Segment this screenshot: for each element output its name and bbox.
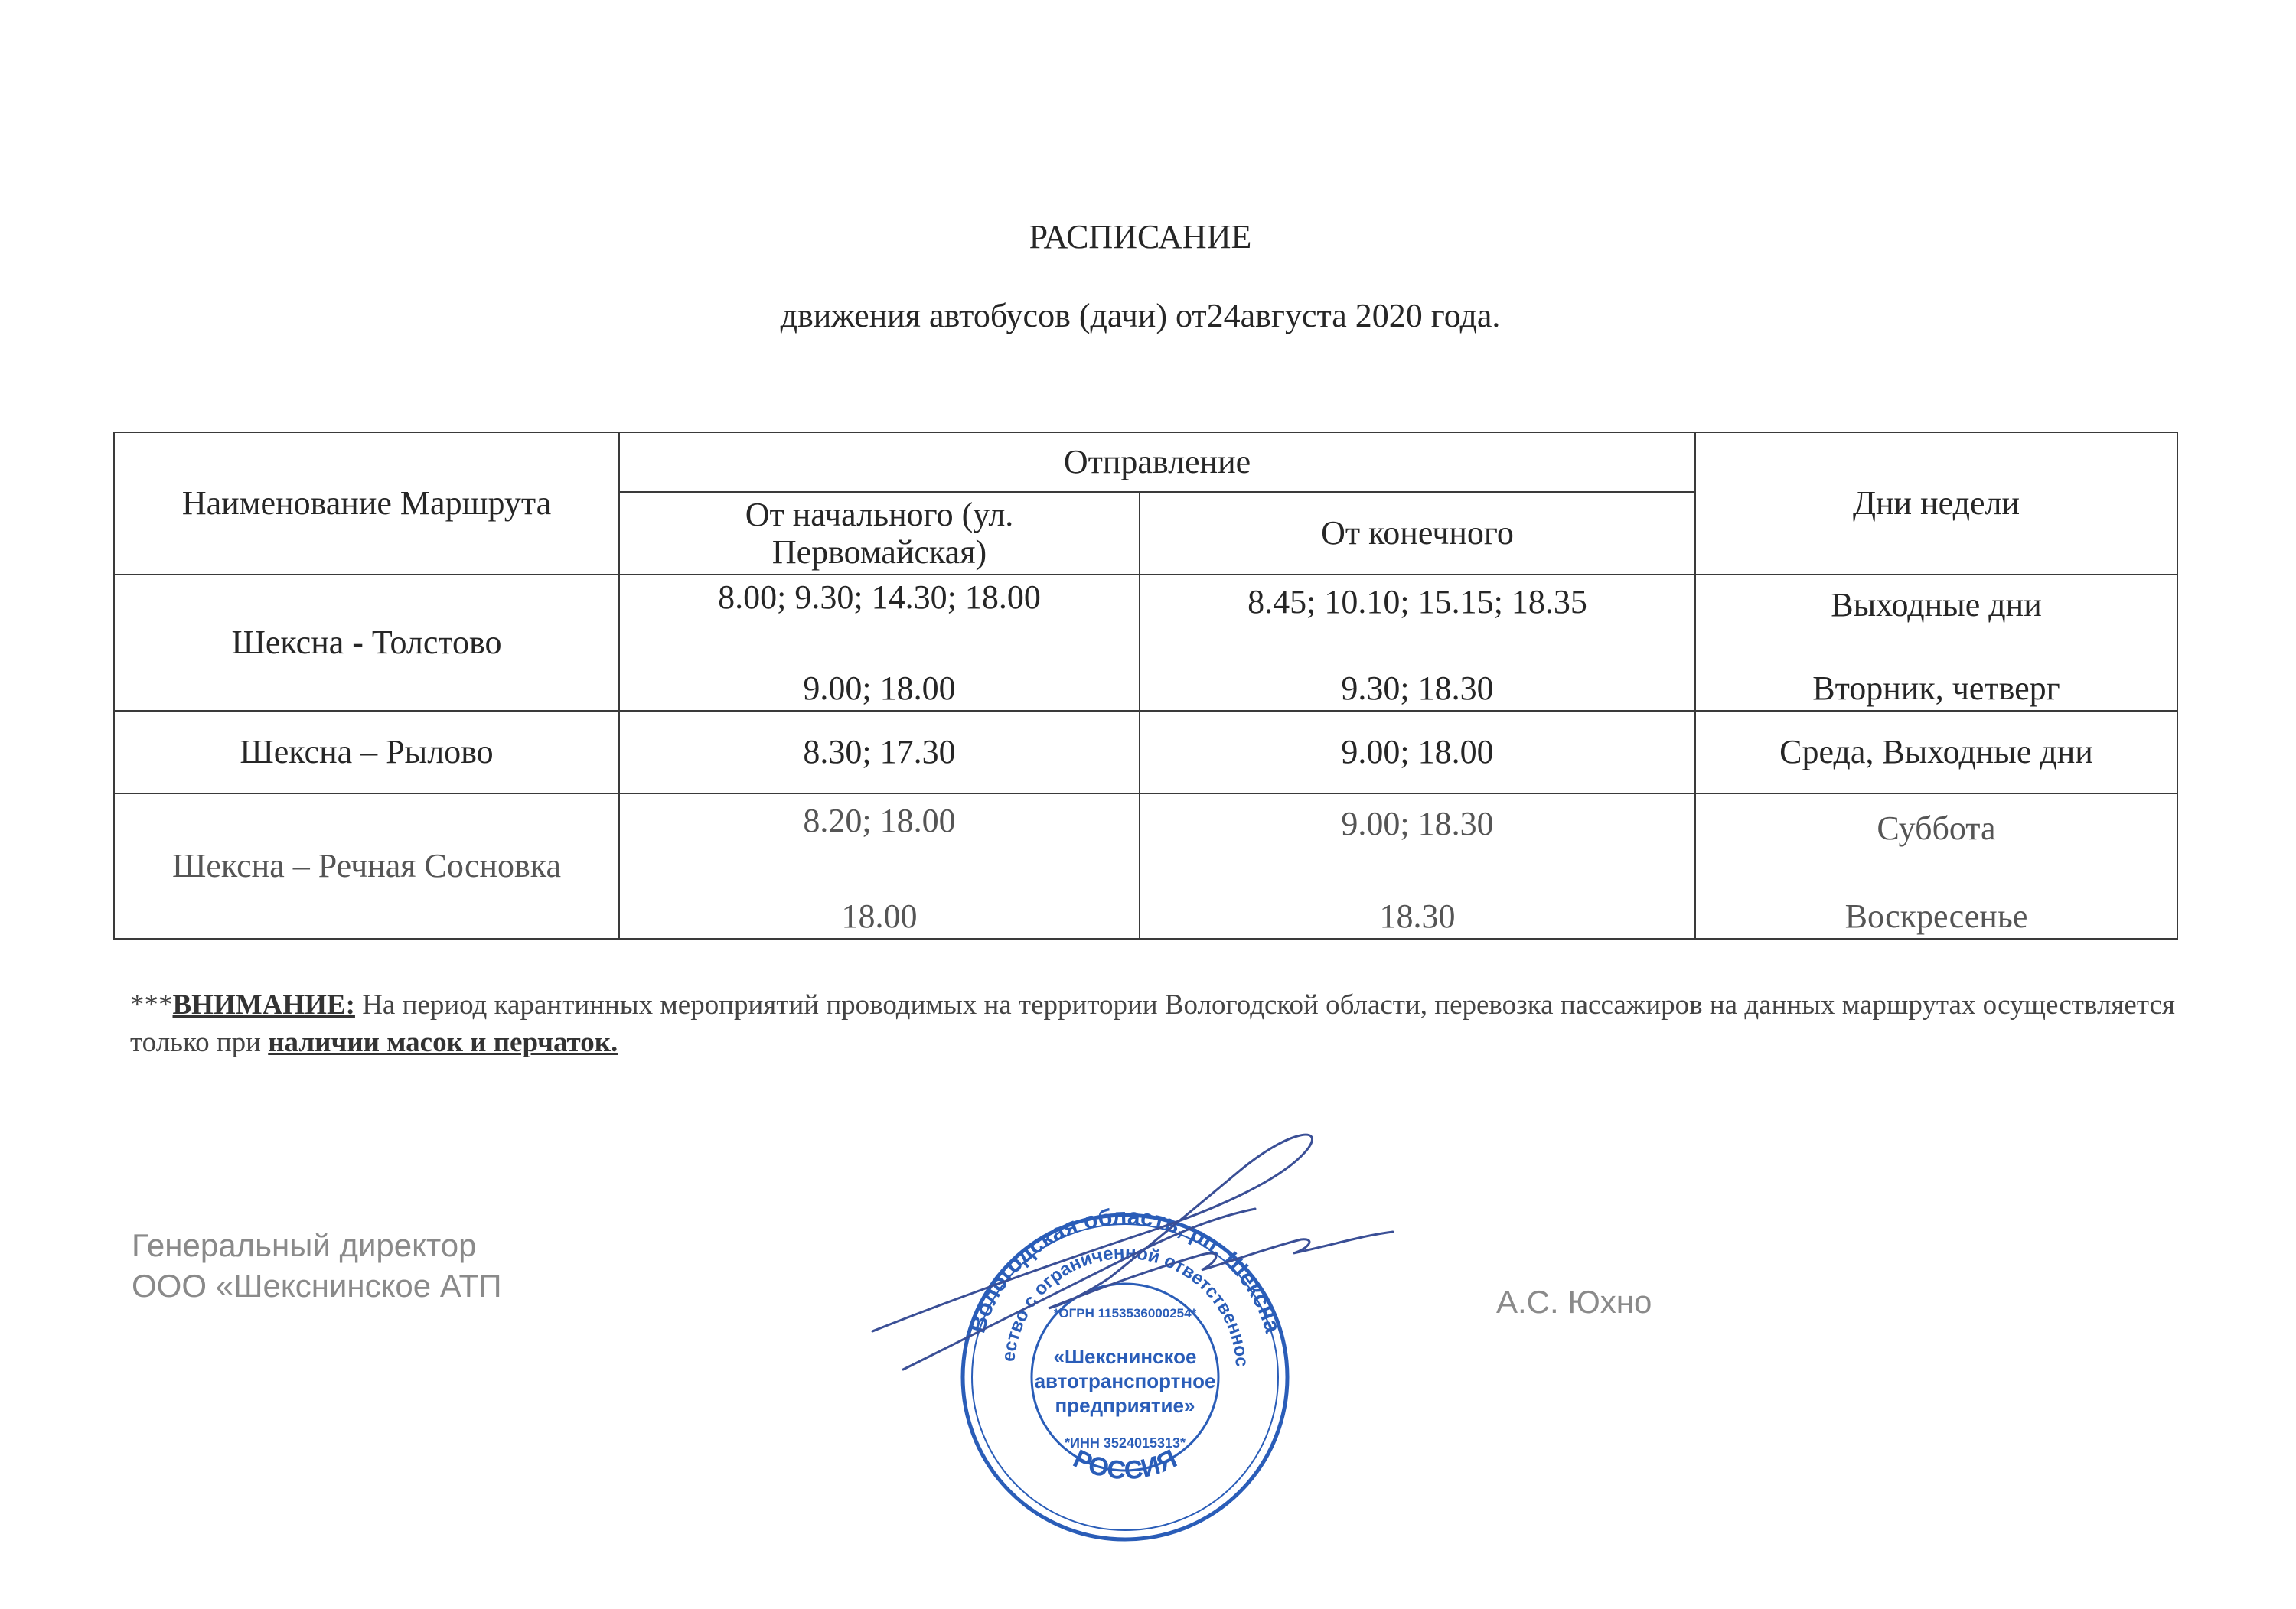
document-title: РАСПИСАНИЕ — [1029, 218, 1252, 256]
stamp-center-1: «Шекснинское — [1053, 1345, 1197, 1368]
table-row — [114, 711, 2177, 793]
notice-emphasis: наличии масок и перчаток. — [268, 1026, 618, 1058]
from-end-times — [1140, 793, 1695, 939]
stamp-svg — [857, 1117, 1439, 1576]
stamp-ogrn: *ОГРН 1153536000254* — [1053, 1306, 1197, 1321]
route-name: Шексна - Толстово — [114, 575, 619, 711]
time-line: 18.00 — [841, 897, 918, 935]
header-days: Дни недели — [1695, 432, 2177, 575]
route-name: Шексна – Рылово — [114, 711, 619, 793]
time-line: 8.45; 10.10; 15.15; 18.35 — [1247, 583, 1587, 620]
days-of-week — [1695, 793, 2177, 939]
stamp-ring-text: ество с ограниченной ответственнос — [998, 1242, 1253, 1368]
days-line: Вторник, четверг — [1812, 669, 2060, 707]
time-line: 8.20; 18.00 — [803, 802, 956, 839]
time-line: 8.00; 9.30; 14.30; 18.00 — [718, 578, 1041, 616]
company-stamp — [857, 1117, 1439, 1576]
header-departure: Отправление — [619, 432, 1695, 492]
from-start-times — [619, 575, 1140, 711]
from-start-times: 8.30; 17.30 — [619, 711, 1140, 793]
from-start-times — [619, 793, 1140, 939]
notice-warning: ВНИМАНИЕ: — [172, 989, 355, 1021]
header-from-end: От конечного — [1140, 492, 1695, 575]
from-end-times — [1140, 575, 1695, 711]
days-of-week: Среда, Выходные дни — [1695, 711, 2177, 793]
days-line: Воскресенье — [1844, 897, 2028, 935]
notice-text: На период карантинных мероприятий проводимых на территории Вологодской области, перевозка пассажиров на данных маршрутах осуществляется только при — [130, 989, 2175, 1058]
signatory-company: ООО «Шекснинское АТП — [132, 1267, 502, 1304]
time-line: 9.00; 18.00 — [803, 669, 956, 707]
days-line: Выходные дни — [1831, 586, 2042, 624]
table-row — [114, 575, 2177, 711]
signatory-name: А.С. Юхно — [1496, 1284, 1652, 1320]
notice-prefix: *** — [130, 989, 173, 1021]
header-route: Наименование Маршрута — [114, 432, 619, 575]
days-of-week — [1695, 575, 2177, 711]
header-from-start: От начального (ул. Первомайская) — [619, 492, 1140, 575]
signatory-position: Генеральный директор — [132, 1227, 477, 1263]
time-line: 9.30; 18.30 — [1341, 669, 1494, 707]
time-line: 18.30 — [1379, 897, 1456, 935]
table-row — [114, 793, 2177, 939]
signatory-block — [132, 1226, 501, 1306]
stamp-center-3: предприятие» — [1055, 1394, 1195, 1417]
time-line: 9.00; 18.30 — [1341, 805, 1494, 842]
stamp-bottom-text: РОССИЯ — [1068, 1444, 1182, 1486]
route-name: Шексна – Речная Сосновка — [114, 793, 619, 939]
document-subtitle: движения автобусов (дачи) от24августа 2020 года. — [780, 297, 1501, 334]
days-line: Суббота — [1877, 809, 1996, 847]
stamp-outer-text: Вологодская область, рп. Шексна — [964, 1203, 1286, 1337]
from-end-times: 9.00; 18.00 — [1140, 711, 1695, 793]
schedule-table — [113, 432, 2178, 940]
stamp-inn: *ИНН 3524015313* — [1064, 1435, 1186, 1451]
stamp-center-2: автотранспортное — [1034, 1370, 1216, 1392]
quarantine-notice — [130, 987, 2181, 1062]
